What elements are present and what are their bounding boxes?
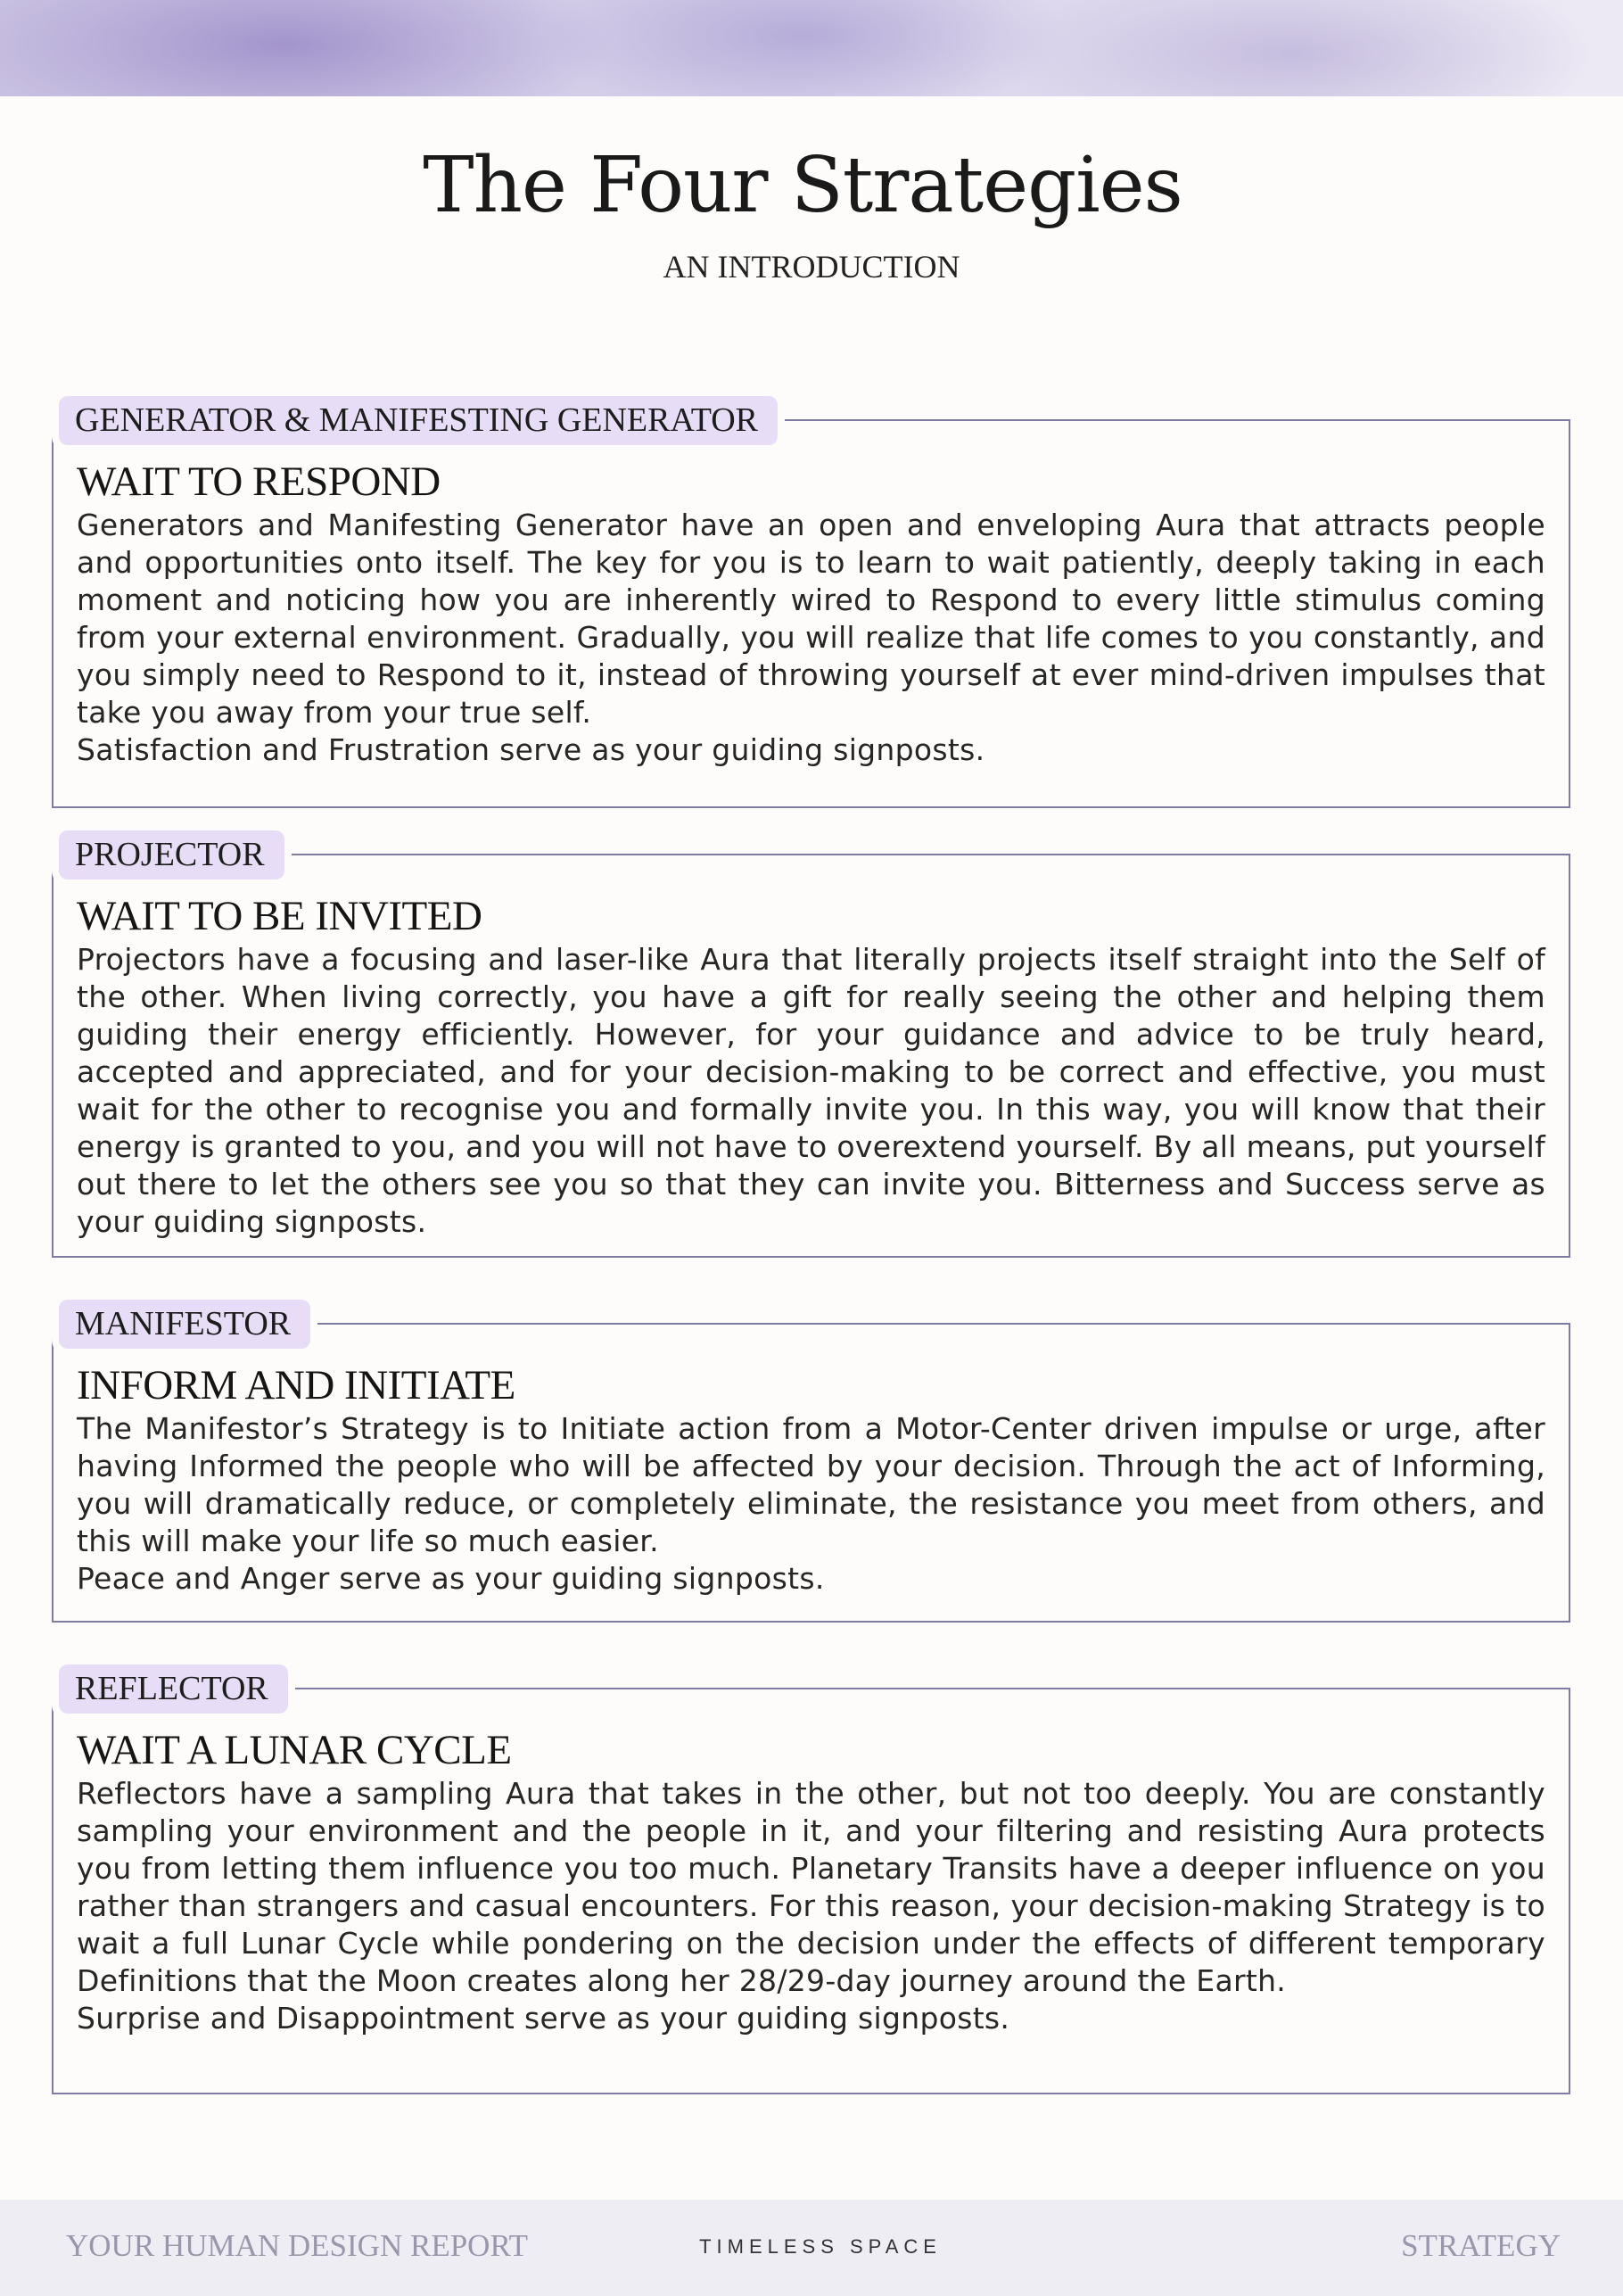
strategy-heading: INFORM AND INITIATE <box>77 1362 515 1408</box>
strategy-description <box>77 507 1545 769</box>
strategy-heading: WAIT TO BE INVITED <box>77 893 482 939</box>
strategy-heading: WAIT TO RESPOND <box>77 458 441 505</box>
header-watercolor-band <box>0 0 1623 96</box>
section-manifestor <box>52 1305 1570 1623</box>
description-paragraph: The Manifestor’s Strategy is to Initiate action from a Motor-Center driven impulse or urge, after having Informed the people who will be affected by your decision. Through the act of Informing, you will dramatically reduce, or completely eliminate, the resistance you meet from others, and this will make your life so much easier. <box>77 1411 1545 1558</box>
type-label-badge: GENERATOR & MANIFESTING GENERATOR <box>59 396 778 445</box>
description-paragraph: Projectors have a focusing and laser-like Aura that literally projects itself straight into the Self of the other. When living correctly, you have a gift for really seeing the other and helping them guiding their energy efficiently. However, for your guidance and advice to be truly heard, accepted and appreciated, and for your decision-making to be correct and effective, you must wait for the other to recognise you and formally invite you. In this way, you will know that their energy is granted to you, and you will not have to overextend yourself. By all means, put yourself out there to let the others see you so that they can invite you. Bitterness and Success serve as your guiding signposts. <box>77 942 1545 1239</box>
signposts-line: Surprise and Disappointment serve as your guiding signposts. <box>77 2001 1010 2036</box>
section-reflector <box>52 1670 1570 2094</box>
strategy-description <box>77 1775 1545 2037</box>
description-paragraph: Reflectors have a sampling Aura that takes in the other, but not too deeply. You are constantly sampling your environment and the people in it, and your filtering and resisting Aura protects you from letting them influence you too much. Planetary Transits have a deeper influence on you rather than strangers and casual encounters. For this reason, your decision-making Strategy is to wait a full Lunar Cycle while pondering on the decision under the effects of different temporary Definitions that the Moon creates along her 28/29-day journey around the Earth. <box>77 1776 1545 1998</box>
page-footer <box>0 2200 1623 2296</box>
footer-report-title: YOUR HUMAN DESIGN REPORT <box>66 2228 529 2263</box>
page-title: The Four Strategies <box>423 141 1182 230</box>
page-subtitle: AN INTRODUCTION <box>663 249 960 285</box>
section-generator <box>52 401 1570 808</box>
type-label-badge: PROJECTOR <box>59 830 284 880</box>
signposts-line: Peace and Anger serve as your guiding signposts. <box>77 1561 825 1596</box>
footer-section-name: STRATEGY <box>1401 2228 1561 2263</box>
description-paragraph: Generators and Manifesting Generator have an open and enveloping Aura that attracts people and opportunities onto itself. The key for you is to learn to wait patiently, deeply taking in each moment and noticing how you are inherently wired to Respond to every little stimulus coming from your external environment. Gradually, you will realize that life comes to you constantly, and you simply need to Respond to it, instead of throwing yourself at ever mind-driven impulses that take you away from your true self. <box>77 508 1545 730</box>
strategy-heading: WAIT A LUNAR CYCLE <box>77 1727 512 1773</box>
footer-brand: TIMELESS SPACE <box>699 2235 942 2258</box>
section-projector <box>52 836 1570 1258</box>
type-label-badge: REFLECTOR <box>59 1664 288 1714</box>
strategy-description <box>77 1410 1545 1598</box>
strategy-description <box>77 941 1545 1241</box>
type-label-badge: MANIFESTOR <box>59 1300 310 1349</box>
signposts-line: Satisfaction and Frustration serve as your guiding signposts. <box>77 732 985 767</box>
